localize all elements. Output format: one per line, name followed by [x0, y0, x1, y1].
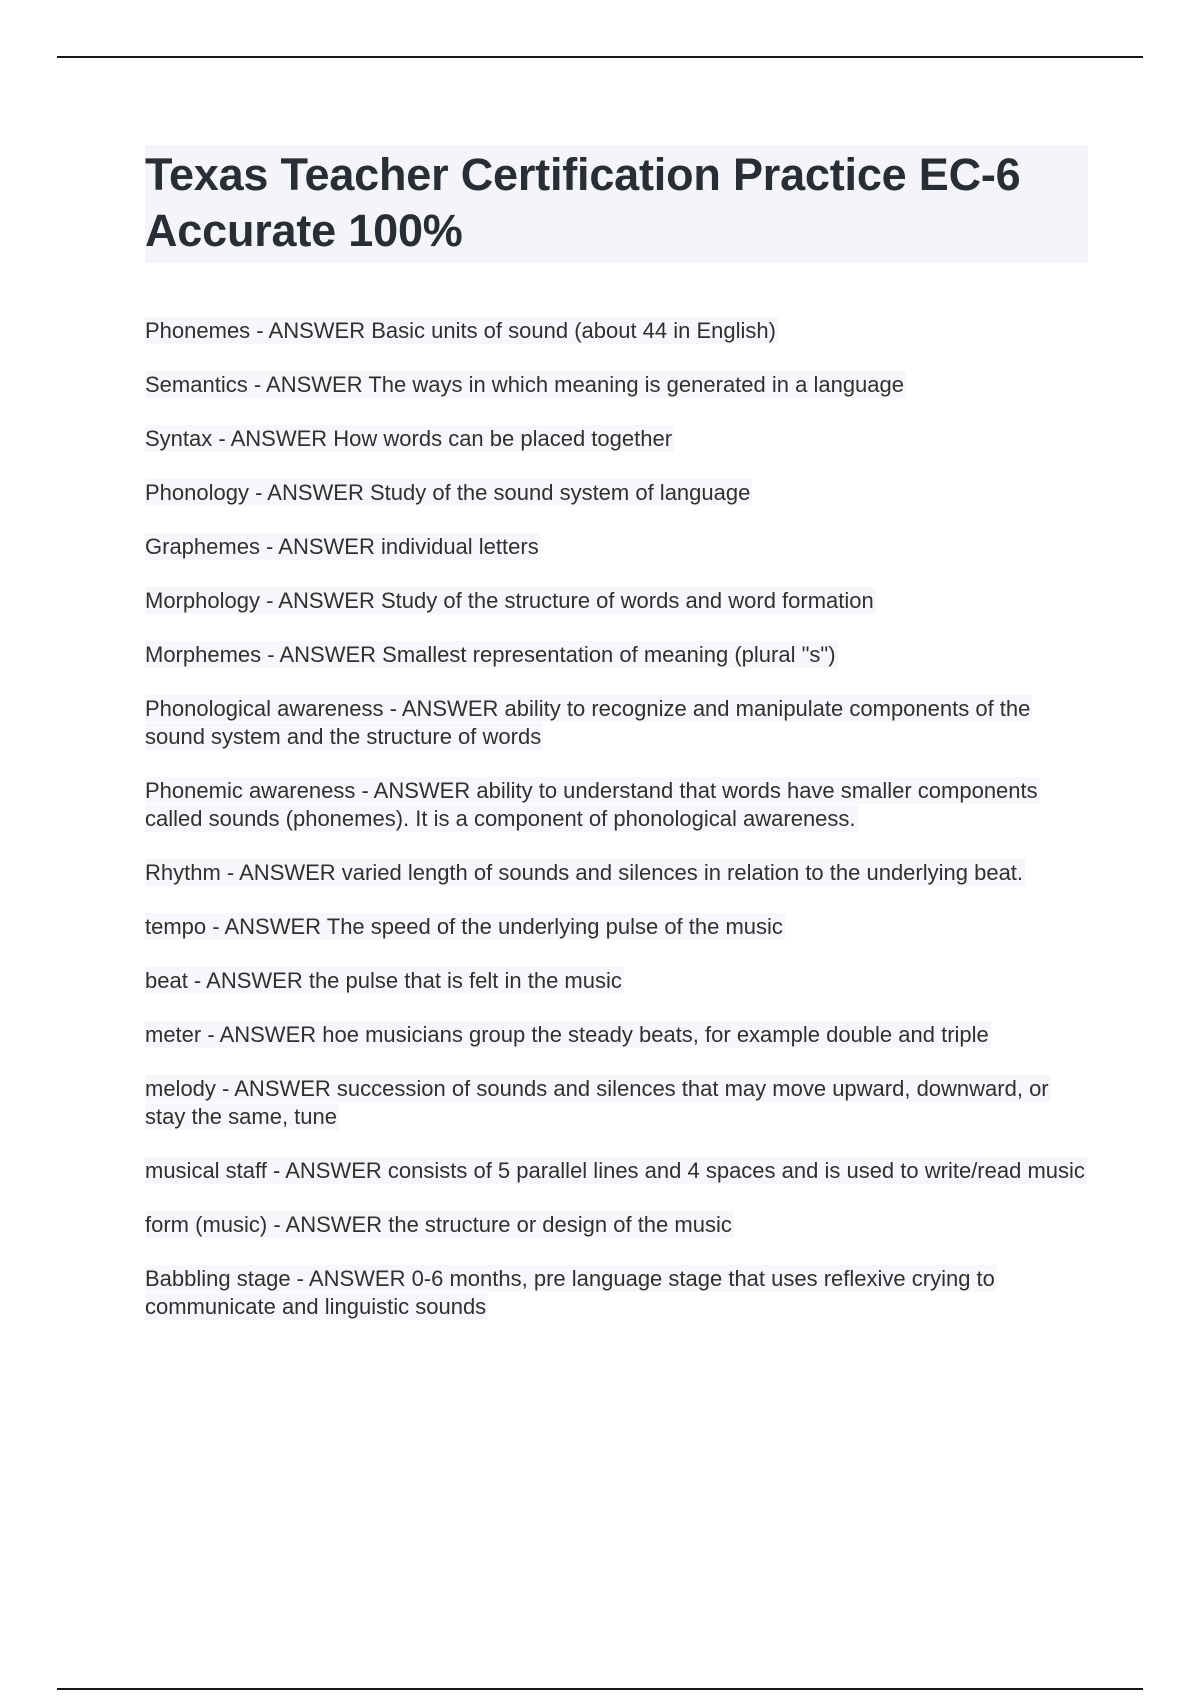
- qa-item: [145, 1211, 1088, 1239]
- qa-item-text: Phonology - ANSWER Study of the sound system of language: [145, 480, 751, 505]
- qa-item: [145, 1157, 1088, 1185]
- qa-item: [145, 479, 1088, 507]
- document-page: [145, 145, 1088, 1347]
- qa-item-text: musical staff - ANSWER consists of 5 parallel lines and 4 spaces and is used to write/read music: [145, 1158, 1085, 1183]
- qa-item-text: tempo - ANSWER The speed of the underlying pulse of the music: [145, 914, 783, 939]
- bottom-rule: [57, 1688, 1143, 1690]
- qa-list: [145, 317, 1088, 1321]
- qa-item: [145, 533, 1088, 561]
- qa-item-text: Phonemic awareness - ANSWER ability to understand that words have smaller components called sounds (phonemes). It is a component of phonological awareness.: [145, 778, 1038, 831]
- qa-item: [145, 777, 1088, 833]
- qa-item: [145, 913, 1088, 941]
- qa-item: [145, 695, 1088, 751]
- qa-item-text: form (music) - ANSWER the structure or design of the music: [145, 1212, 732, 1237]
- qa-item: [145, 425, 1088, 453]
- qa-item-text: Rhythm - ANSWER varied length of sounds and silences in relation to the underlying beat.: [145, 860, 1024, 885]
- qa-item: [145, 1265, 1088, 1321]
- qa-item-text: Graphemes - ANSWER individual letters: [145, 534, 539, 559]
- qa-item: [145, 371, 1088, 399]
- qa-item-text: meter - ANSWER hoe musicians group the steady beats, for example double and triple: [145, 1022, 989, 1047]
- qa-item-text: Morphemes - ANSWER Smallest representation of meaning (plural "s"): [145, 642, 836, 667]
- qa-item: [145, 641, 1088, 669]
- qa-item-text: beat - ANSWER the pulse that is felt in the music: [145, 968, 622, 993]
- qa-item: [145, 859, 1088, 887]
- qa-item-text: Morphology - ANSWER Study of the structure of words and word formation: [145, 588, 874, 613]
- qa-item-text: melody - ANSWER succession of sounds and silences that may move upward, downward, or stay the same, tune: [145, 1076, 1049, 1129]
- qa-item-text: Semantics - ANSWER The ways in which meaning is generated in a language: [145, 372, 904, 397]
- top-rule: [57, 56, 1143, 58]
- qa-item: [145, 587, 1088, 615]
- qa-item-text: Phonemes - ANSWER Basic units of sound (about 44 in English): [145, 318, 776, 343]
- qa-item-text: Phonological awareness - ANSWER ability to recognize and manipulate components of the sound system and the structure of words: [145, 696, 1031, 749]
- qa-item-text: Syntax - ANSWER How words can be placed together: [145, 426, 673, 451]
- document-title: Texas Teacher Certification Practice EC-6 Accurate 100%: [145, 145, 1088, 263]
- qa-item: [145, 967, 1088, 995]
- qa-item: [145, 1021, 1088, 1049]
- qa-item: [145, 317, 1088, 345]
- qa-item: [145, 1075, 1088, 1131]
- qa-item-text: Babbling stage - ANSWER 0-6 months, pre language stage that uses reflexive crying to communicate and linguistic sounds: [145, 1266, 995, 1319]
